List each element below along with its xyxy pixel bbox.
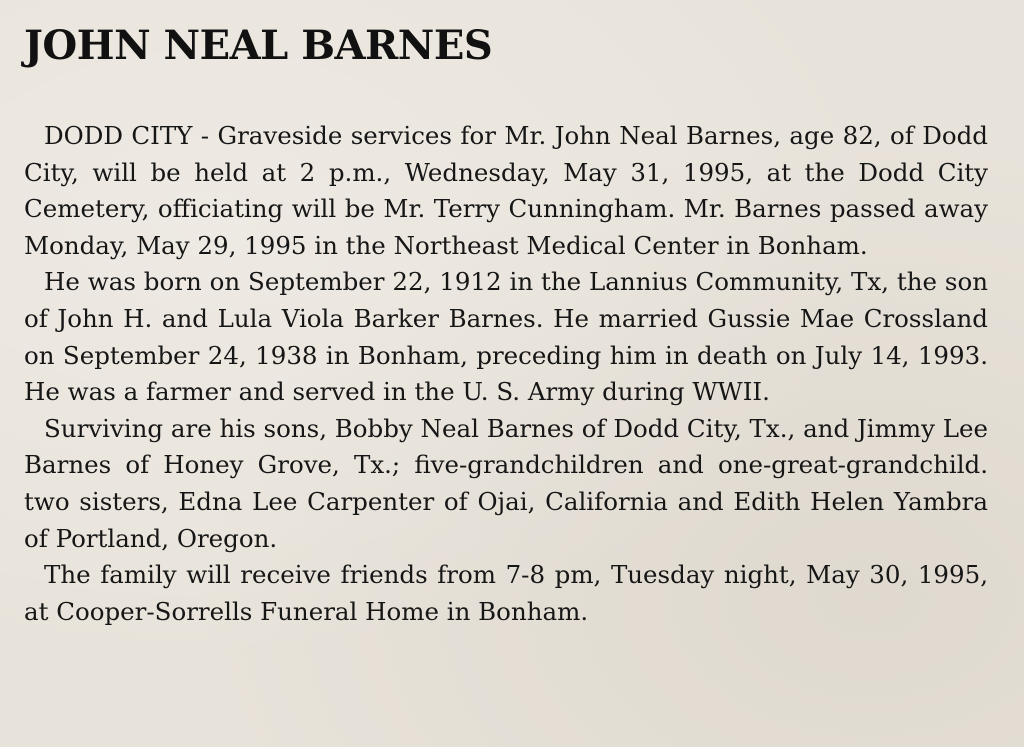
obituary-headline: JOHN NEAL BARNES (24, 22, 493, 69)
paragraph-services: DODD CITY - Graveside services for Mr. John Neal Barnes, age 82, of Dodd City, will be held at 2 p.m., Wednesday, May 31, 1995, at the Dodd City Cemetery, officiating will be Mr. Terry Cunningham. Mr. Barnes passed away Monday, May 29, 1995 in the Northeast Medical Center in Bonham. (24, 121, 988, 260)
paragraph-biography: He was born on September 22, 1912 in the Lannius Community, Tx, the son of John H. and Lula Viola Barker Barnes. He married Gussie Mae Crossland on September 24, 1938 in Bonham, preceding him in death on July 14, 1993. He was a farmer and served in the U. S. Army during WWII. (24, 267, 988, 407)
obituary-body (24, 118, 988, 630)
paragraph-survivors: Surviving are his sons, Bobby Neal Barnes of Dodd City, Tx., and Jimmy Lee Barnes of Honey Grove, Tx.; five-grandchildren and one-great-grandchild. two sisters, Edna Lee Carpenter of Ojai, California and Edith Helen Yambra of Portland, Oregon. (24, 413, 988, 553)
paragraph-visitation: The family will receive friends from 7-8 pm, Tuesday night, May 30, 1995, at Cooper-Sorrells Funeral Home in Bonham. (24, 560, 988, 626)
